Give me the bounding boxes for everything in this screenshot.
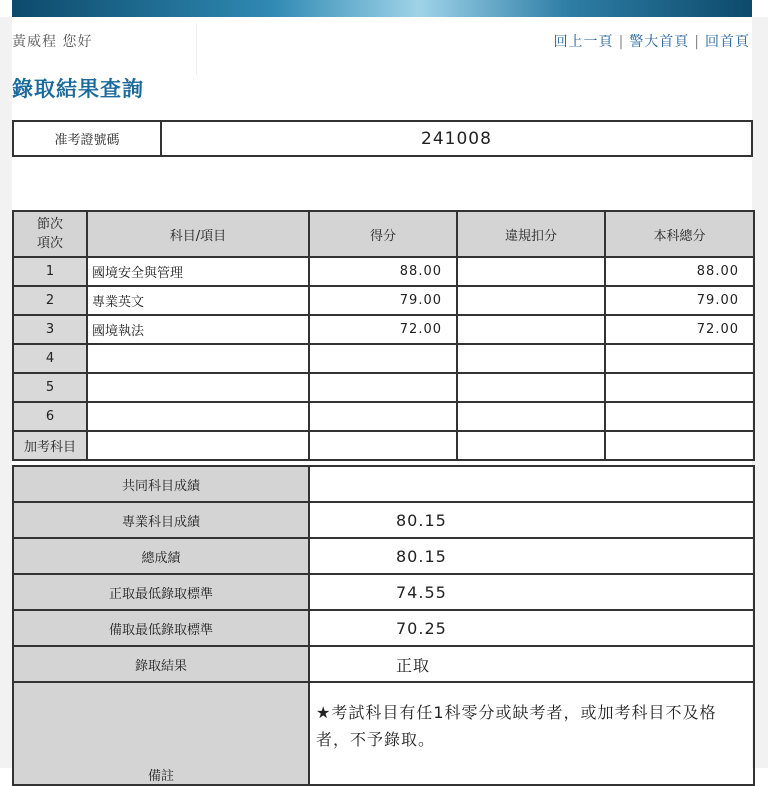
table-row (13, 344, 754, 373)
row-score (309, 373, 457, 402)
waitlist-admission-min-label: 備取最低錄取標準 (13, 610, 309, 646)
row-total: 72.00 (605, 315, 754, 344)
row-no: 4 (13, 344, 87, 373)
row-no: 6 (13, 402, 87, 431)
header-total: 本科總分 (605, 211, 754, 257)
row-deduction (457, 402, 605, 431)
admission-result-value: 正取 (309, 646, 754, 682)
divider (196, 23, 197, 75)
nav-back-link[interactable]: 回上一頁 (553, 34, 614, 50)
page-title: 錄取結果查詢 (12, 77, 144, 101)
left-gutter (0, 17, 12, 768)
top-nav (554, 31, 750, 51)
row-score (309, 402, 457, 431)
ticket-label: 准考證號碼 (13, 121, 161, 156)
nav-home-link[interactable]: 回首頁 (705, 34, 750, 50)
row-total (605, 402, 754, 431)
regular-admission-min-label: 正取最低錄取標準 (13, 574, 309, 610)
professional-score-label: 專業科目成績 (13, 502, 309, 538)
table-row (13, 257, 754, 286)
row-deduction (457, 315, 605, 344)
header-score: 得分 (309, 211, 457, 257)
summary-row (13, 502, 754, 538)
total-score-value: 80.15 (309, 538, 754, 574)
summary-row (13, 574, 754, 610)
admission-result-label: 錄取結果 (13, 646, 309, 682)
common-score-label: 共同科目成績 (13, 466, 309, 502)
row-total (605, 344, 754, 373)
professional-score-value: 80.15 (309, 502, 754, 538)
summary-row (13, 646, 754, 682)
summary-row (13, 466, 754, 502)
remark-row (13, 682, 754, 785)
waitlist-admission-min-value: 70.25 (309, 610, 754, 646)
row-no: 3 (13, 315, 87, 344)
row-total: 88.00 (605, 257, 754, 286)
row-no: 1 (13, 257, 87, 286)
scores-table (12, 210, 755, 461)
row-total (605, 373, 754, 402)
row-deduction (457, 257, 605, 286)
row-no: 5 (13, 373, 87, 402)
row-subject (87, 373, 309, 402)
total-score-label: 總成績 (13, 538, 309, 574)
user-greeting: 黃威程 您好 (12, 34, 93, 50)
nav-separator: | (694, 34, 700, 50)
top-bar (12, 17, 752, 75)
table-row (13, 315, 754, 344)
remark-label (13, 682, 309, 785)
row-deduction (457, 431, 605, 460)
row-deduction (457, 286, 605, 315)
scores-header-row (13, 211, 754, 257)
row-score: 79.00 (309, 286, 457, 315)
header-no: 節次 項次 (13, 211, 87, 257)
regular-admission-min-value: 74.55 (309, 574, 754, 610)
row-deduction (457, 373, 605, 402)
row-total (605, 431, 754, 460)
nav-university-home-link[interactable]: 警大首頁 (629, 34, 690, 50)
ticket-table (12, 120, 753, 157)
table-row (13, 431, 754, 460)
summary-table (12, 465, 755, 786)
row-subject: 專業英文 (87, 286, 309, 315)
row-subject (87, 431, 309, 460)
row-subject: 國境執法 (87, 315, 309, 344)
header-deduction: 違規扣分 (457, 211, 605, 257)
row-no: 2 (13, 286, 87, 315)
common-score-value (309, 466, 754, 502)
row-score: 88.00 (309, 257, 457, 286)
row-total: 79.00 (605, 286, 754, 315)
nav-separator: | (618, 34, 625, 50)
summary-row (13, 538, 754, 574)
table-row (13, 373, 754, 402)
row-subject: 國境安全與管理 (87, 257, 309, 286)
table-row (13, 286, 754, 315)
table-row (13, 402, 754, 431)
row-score (309, 344, 457, 373)
header-banner (12, 0, 752, 17)
row-deduction (457, 344, 605, 373)
summary-row (13, 610, 754, 646)
row-no: 加考科目 (13, 431, 87, 460)
ticket-number: 241008 (161, 121, 752, 156)
header-subject: 科目/項目 (87, 211, 309, 257)
remark-text: ★考試科目有任1科零分或缺考者，或加考科目不及格者，不予錄取。 (309, 682, 754, 785)
remark-label-text: 備註 (147, 769, 174, 784)
row-score (309, 431, 457, 460)
row-subject (87, 344, 309, 373)
row-subject (87, 402, 309, 431)
row-score: 72.00 (309, 315, 457, 344)
